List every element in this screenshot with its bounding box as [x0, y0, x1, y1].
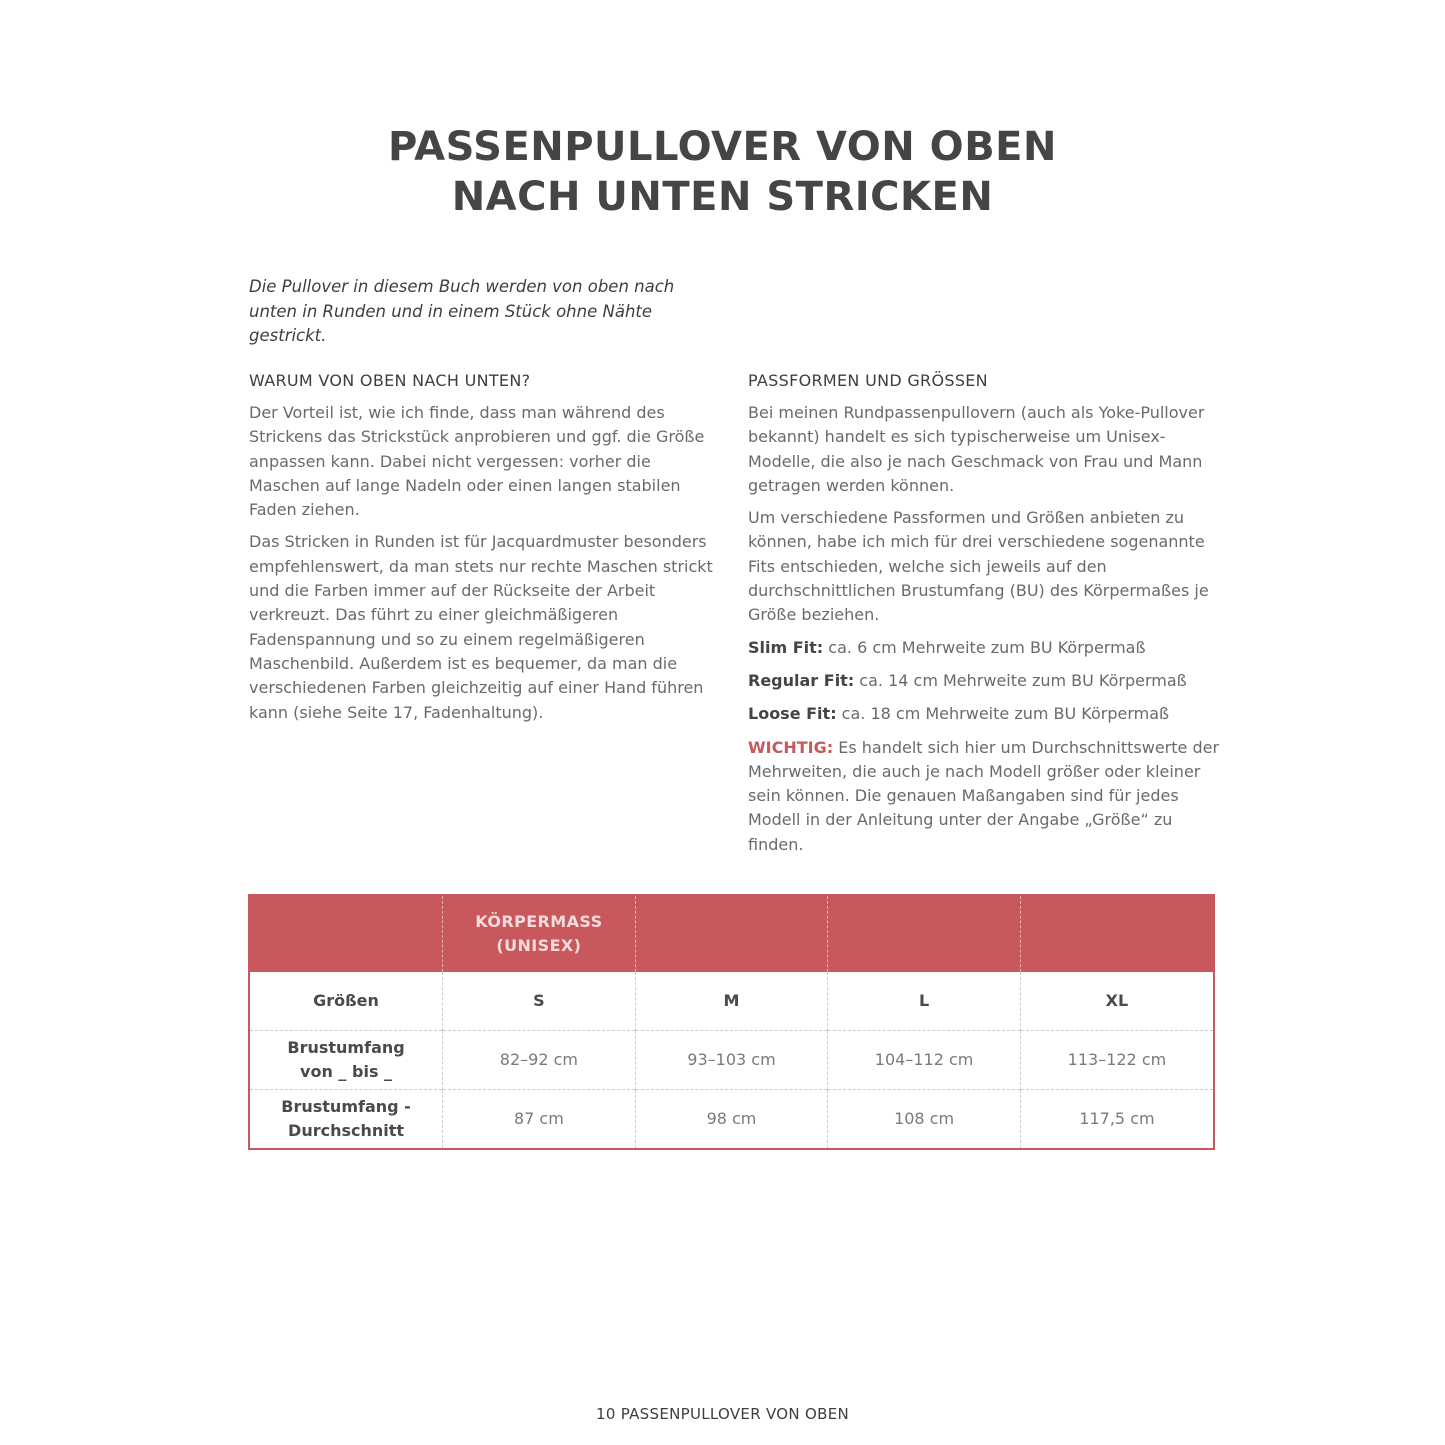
row-label-line-1: Brustumfang - — [281, 1097, 411, 1116]
table-header-cell — [250, 896, 443, 972]
size-table — [248, 894, 1215, 1150]
table-header-cell — [828, 896, 1021, 972]
table-cell: 93–103 cm — [635, 1031, 828, 1090]
right-column-heading: PASSFORMEN UND GRÖSSEN — [748, 371, 988, 390]
table-header-line-2: (UNISEX) — [496, 936, 582, 955]
fit-label: Loose Fit: — [748, 704, 837, 724]
intro-text: Die Pullover in diesem Buch werden von oben nach unten in Runden und in einem Stück ohne Nähte gestrickt. — [249, 277, 675, 345]
table-cell: 104–112 cm — [828, 1031, 1021, 1090]
size-cell: XL — [1020, 972, 1213, 1031]
fit-text: ca. 18 cm Mehrweite zum BU Körpermaß — [836, 704, 1170, 724]
table-header-title — [443, 896, 636, 972]
row-label-line-1: Brustumfang — [287, 1038, 405, 1057]
row-label-line-2: von _ bis _ — [300, 1062, 393, 1081]
size-cell: S — [443, 972, 636, 1031]
right-paragraph: Bei meinen Rundpassenpullovern (auch als Yoke-Pullover bekannt) handelt es sich typischerweise um Unisex-Modelle, die also je nach Geschmack von Frau und Mann getragen werden können. — [748, 403, 1205, 495]
table-header-row — [250, 896, 1213, 972]
size-row-label: Größen — [313, 991, 379, 1010]
row-label — [250, 1031, 443, 1090]
page-title-line-1: PASSENPULLOVER VON OBEN — [388, 124, 1057, 170]
row-label-line-2: Durchschnitt — [288, 1121, 405, 1140]
fit-loose — [748, 702, 1228, 726]
left-column-heading: WARUM VON OBEN NACH UNTEN? — [249, 371, 531, 390]
fit-slim — [748, 636, 1228, 660]
page-title-line-2: NACH UNTEN STRICKEN — [451, 174, 994, 220]
fit-text: ca. 14 cm Mehrweite zum BU Körpermaß — [854, 670, 1187, 690]
fit-text: ca. 6 cm Mehrweite zum BU Körpermaß — [823, 637, 1146, 657]
table-row — [250, 972, 1213, 1031]
table-cell: 117,5 cm — [1020, 1090, 1213, 1149]
table-cell: 87 cm — [443, 1090, 636, 1149]
page-title — [0, 122, 1445, 222]
warning-paragraph — [748, 736, 1228, 857]
size-cell: M — [635, 972, 828, 1031]
row-label — [250, 1090, 443, 1149]
table-cell: 108 cm — [828, 1090, 1021, 1149]
right-column — [748, 369, 1228, 865]
table-row — [250, 1031, 1213, 1090]
table-cell: 82–92 cm — [443, 1031, 636, 1090]
table-header-cell — [1020, 896, 1213, 972]
fit-label: Regular Fit: — [748, 670, 855, 690]
left-column — [249, 369, 719, 733]
warning-text: Es handelt sich hier um Durchschnittswerte der Mehrweiten, die auch je nach Modell größer oder kleiner sein können. Die genauen Maßangaben sind für jedes Modell in der Anleitung unter der Angabe „Größe“ zu finden. — [748, 737, 1220, 854]
size-cell: L — [828, 972, 1021, 1031]
page-footer: 10 PASSENPULLOVER VON OBEN — [595, 1405, 849, 1423]
table-cell: 113–122 cm — [1020, 1031, 1213, 1090]
table-header-cell — [635, 896, 828, 972]
right-paragraph: Um verschiedene Passformen und Größen anbieten zu können, habe ich mich für drei verschiedene sogenannte Fits entschieden, welche sich jeweils auf den durchschnittlichen Brustumfang (BU) des Körpermaßes je Größe beziehen. — [748, 508, 1209, 625]
fit-label: Slim Fit: — [748, 637, 824, 657]
warning-label: WICHTIG: — [748, 737, 834, 757]
left-paragraph: Das Stricken in Runden ist für Jacquardmuster besonders empfehlenswert, da man stets nur rechte Maschen strickt und die Farben immer auf der Rückseite der Arbeit verkreuzt. Das führt zu einer gleichmäßigeren Fadenspannung und so zu einem regelmäßigeren Maschenbild. Außerdem ist es bequemer, da man die verschiedenen Farben gleichzeitig auf einer Hand führen kann (siehe Seite 17, Fadenhaltung). — [249, 532, 713, 722]
table-row — [250, 1090, 1213, 1149]
fit-regular — [748, 669, 1228, 693]
table-cell: 98 cm — [635, 1090, 828, 1149]
table-header-line-1: KÖRPERMASS — [475, 912, 603, 931]
left-paragraph: Der Vorteil ist, wie ich finde, dass man während des Strickens das Strickstück anprobieren und ggf. die Größe anpassen kann. Dabei nicht vergessen: vorher die Maschen auf lange Nadeln oder einen langen stabilen Faden ziehen. — [249, 403, 705, 520]
